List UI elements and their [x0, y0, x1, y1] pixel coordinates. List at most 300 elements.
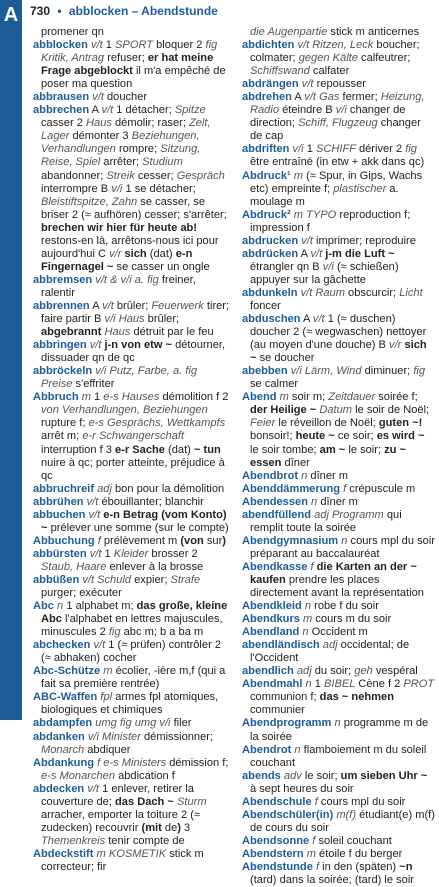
entry-text: adj: [319, 639, 341, 652]
entry-text: 1 détacher;: [116, 104, 175, 117]
entry-headword: abendfüllend: [242, 508, 312, 521]
entry-text: m TYPO: [290, 208, 340, 221]
entry-text: v/t: [101, 104, 117, 117]
entry-text: Staub, Haare: [41, 560, 110, 573]
dictionary-entry: [242, 78, 436, 91]
entry-text: m: [100, 665, 116, 678]
entry-text: le soir de Noël;: [355, 404, 430, 417]
entry-text: SCHIFF: [316, 143, 359, 156]
entry-text: v/t: [298, 78, 317, 91]
dictionary-entry: [242, 91, 436, 143]
entry-text: robe f du soir: [314, 600, 379, 613]
entry-text: détruit par le feu: [133, 326, 214, 339]
entry-text: m: [299, 613, 316, 626]
dictionary-entry: [242, 496, 436, 509]
entry-headword: abbürsten: [33, 547, 87, 560]
entry-text: bon pour la démolition: [115, 482, 225, 495]
entry-text: démissionner;: [143, 730, 214, 743]
entry-headword: abbuchen: [33, 508, 86, 521]
entry-text: ~n: [399, 861, 413, 873]
entry-text: Streik: [106, 169, 138, 182]
entry-text: changer de direction;: [250, 104, 406, 130]
entry-text: repousser: [316, 78, 366, 91]
entry-text: à sept heures du soir: [250, 782, 354, 795]
entry-text: abdiquer: [87, 743, 131, 756]
dictionary-entry: [242, 26, 436, 39]
entry-text: v/t: [310, 247, 326, 260]
entry-text: guten ~!: [378, 417, 423, 430]
entry-text: communier: [250, 704, 305, 717]
entry-text: fig: [108, 626, 124, 639]
entry-text: 1 (≈ prüfen) contrôler 2 (≈ abhaken) cocher: [41, 639, 222, 665]
entry-headword: Abdeckstift: [33, 847, 94, 860]
entry-text: 1: [94, 391, 104, 404]
entry-text: v/t: [86, 339, 105, 352]
entry-headword: Abendstunde: [242, 861, 313, 873]
entry-text: zu ~ essen: [250, 443, 407, 469]
entry-text: démonter 3: [72, 130, 132, 143]
entry-headword: Abendkleid: [242, 600, 302, 613]
entry-text: nuire à qc; porter atteinte, préjudice à qc: [41, 456, 225, 482]
dictionary-entry: [242, 717, 436, 743]
entry-headword: abdrängen: [242, 78, 299, 91]
entry-text: v/i: [289, 143, 307, 156]
dictionary-entry: [33, 731, 230, 757]
entry-text: filer: [173, 717, 192, 730]
dictionary-entry: [242, 796, 436, 809]
entry-text: abc m; b a ba m: [123, 626, 204, 639]
entry-headword: abebben: [242, 365, 288, 378]
dictionary-entry: [242, 665, 436, 678]
entry-text: soir m;: [291, 391, 329, 404]
entry-headword: Abendschüler(in): [242, 808, 334, 821]
entry-headword: abends: [242, 769, 281, 782]
dictionary-entry: [242, 809, 436, 835]
entry-headword: Abendrot: [242, 743, 292, 756]
entry-text: f e-s Ministers: [94, 756, 170, 769]
dictionary-entry: [33, 783, 230, 848]
dictionary-entry: [33, 39, 230, 91]
entry-text: éteindre B: [282, 104, 336, 117]
entry-text: v/r: [109, 247, 125, 260]
entry-text: Feier: [250, 417, 279, 430]
entry-text: A: [298, 247, 311, 260]
dictionary-entry: [242, 561, 436, 600]
entry-headword: Abendschule: [242, 795, 312, 808]
section-letter: A: [3, 4, 19, 26]
entry-text: arrêt m;: [41, 430, 83, 443]
entry-text: adj: [293, 665, 315, 678]
entry-text: v/i: [322, 260, 337, 273]
entry-text: 3: [180, 821, 191, 834]
entry-text: v/i: [111, 182, 126, 195]
entry-text: se casser un ongle: [113, 260, 210, 273]
entry-text: n: [299, 626, 312, 639]
entry-headword: Abendgymnasium: [242, 534, 339, 547]
dictionary-entry: [242, 170, 436, 209]
entry-headword: abdriften: [242, 143, 290, 156]
dictionary-entry: [33, 691, 230, 717]
entry-text: m KOSMETIK: [93, 847, 170, 860]
entry-text: adj Programm: [311, 508, 387, 521]
entry-headword: Abbuchung: [33, 534, 95, 547]
entry-text: 1 enlever, retirer la couverture de;: [41, 782, 194, 808]
entry-text: 1: [104, 547, 114, 560]
right-column: [242, 26, 436, 887]
entry-text: um sieben Uhr ~: [340, 769, 428, 782]
entry-text: prendre les places directement avant la représentation: [250, 573, 424, 600]
entry-text: obscurcir;: [348, 286, 400, 299]
entry-text: rompre;: [118, 143, 161, 156]
entry-text: A: [89, 299, 103, 312]
entry-text: l'alphabet en lettres majuscules, minuscules 2: [41, 613, 223, 639]
entry-headword: abchecken: [33, 639, 91, 652]
entry-headword: abdecken: [33, 782, 85, 795]
entry-text: flamboiement m du soleil couchant: [250, 743, 427, 769]
entry-text: casser 2: [41, 117, 87, 130]
entry-text: das große, kleine Abc: [41, 600, 228, 626]
entry-text: sich ~: [250, 339, 427, 365]
entry-headword: Abendstern: [242, 847, 304, 860]
entry-text: 1: [306, 143, 316, 156]
entry-text: von Verhandlungen, Beziehungen: [41, 404, 208, 417]
entry-text: soleil couchant: [318, 834, 392, 847]
entry-headword: Abendessen: [242, 495, 308, 508]
entry-headword: ABC-Waffen: [33, 691, 98, 704]
header-entry-range: abblocken – Abendstunde: [68, 4, 218, 18]
dictionary-entry: [33, 639, 230, 665]
entry-headword: abdampfen: [33, 717, 93, 730]
entry-text: v/t Gas: [304, 91, 343, 104]
entry-headword: Abc-Schütze: [33, 665, 101, 678]
entry-headword: abdrehen: [242, 91, 292, 104]
entry-text: n: [301, 600, 315, 613]
entry-text: Sitzung, Reise, Spiel: [41, 143, 201, 169]
entry-text: être entraîné (in etw + akk dans qc): [250, 156, 425, 169]
entry-headword: abbruchreif: [33, 482, 95, 495]
entry-text: v/t: [102, 299, 117, 312]
entry-text: qui remplit toute la soirée: [250, 508, 402, 534]
entry-text: v/t: [90, 639, 109, 652]
entry-text: j-m die Luft ~: [325, 247, 395, 260]
entry-text: freiner, ralentir: [41, 273, 196, 299]
left-column: [33, 26, 230, 874]
entry-text: stick m correcteur; fir: [41, 847, 204, 873]
entry-text: e-s Gesprächs, Wettkampfs: [88, 417, 226, 430]
entry-text: interruption f 3: [41, 443, 115, 456]
entry-text: adv: [280, 769, 305, 782]
entry-text: f: [307, 560, 317, 573]
entry-text: fig Kritik, Antrag: [41, 39, 218, 65]
entry-text: Occident m: [311, 626, 368, 639]
entry-text: v/t Raum: [297, 286, 349, 299]
entry-text: démission f;: [169, 756, 229, 769]
entry-text: s'effriter: [75, 378, 115, 391]
entry-text: m(f): [333, 808, 360, 821]
entry-text: e-n Fingernagel ~: [41, 247, 193, 273]
entry-text: étoile f du berger: [319, 847, 403, 860]
entry-text: f: [309, 834, 319, 847]
entry-text: m: [303, 847, 320, 860]
entry-text: m: [78, 391, 95, 404]
dictionary-entry: [242, 509, 436, 535]
entry-text: restons-en là, arrêtons-nous ici pour aujourd'hui C: [41, 234, 219, 260]
entry-text: abgebrannt: [41, 326, 102, 339]
entry-text: cours mpl du soir préparant au baccalauréat: [250, 534, 435, 560]
entry-text: stick m anticernes: [330, 26, 420, 38]
entry-text: boucher; colmater;: [250, 39, 420, 65]
entry-text: Spitze: [174, 104, 206, 117]
entry-text: adj: [94, 482, 115, 495]
entry-text: calfeutrer;: [361, 52, 411, 65]
entry-headword: Abendsonne: [242, 834, 310, 847]
entry-text: Monarch: [41, 743, 88, 756]
entry-text: calfater: [312, 65, 350, 78]
dictionary-entry: [33, 848, 230, 874]
dictionary-entry: [242, 600, 436, 613]
entry-text: das ~ nehmen: [319, 691, 394, 704]
dictionary-entry: [242, 483, 436, 496]
entry-text: umg fig umg v/i: [92, 717, 174, 730]
entry-text: Beziehungen, Verhandlungen: [41, 130, 200, 156]
entry-text: v/t: [312, 313, 328, 326]
entry-text: plastischer: [333, 182, 390, 195]
entry-text: v/i: [335, 104, 350, 117]
entry-headword: abbrühen: [33, 495, 84, 508]
entry-text: Zelt, Lager: [41, 117, 211, 143]
dictionary-entry: [242, 861, 436, 887]
dictionary-entry: [33, 509, 230, 535]
dictionary-entry: [242, 770, 436, 796]
dictionary-entry: [33, 574, 230, 600]
entry-headword: abdanken: [33, 730, 85, 743]
entry-text: v/r: [389, 339, 405, 352]
dictionary-entry: [242, 678, 436, 717]
entry-text: die Augenpartie: [250, 26, 331, 38]
entry-text: Schiffswand: [250, 65, 313, 78]
dictionary-entry: [33, 483, 230, 496]
entry-text: le soir;: [345, 443, 385, 456]
entry-text: e-n Betrag (vom Konto) ~: [41, 508, 227, 534]
entry-text: A: [89, 104, 102, 117]
entry-text: geh: [354, 665, 376, 678]
entry-text: expier;: [134, 573, 171, 586]
entry-text: (von: [180, 534, 204, 547]
entry-text: v/t: [298, 234, 316, 247]
entry-text: démolir; raser;: [115, 117, 189, 130]
entry-text: v/t: [84, 782, 103, 795]
entry-text: abandonner;: [41, 169, 107, 182]
entry-text: tenir compte de: [108, 834, 185, 847]
entry-text: dîner m: [320, 495, 358, 508]
entry-headword: abbröckeln: [33, 365, 93, 378]
entry-text: sur: [203, 534, 223, 547]
entry-text: n: [338, 534, 351, 547]
entry-text: communion f;: [250, 691, 320, 704]
entry-text: am ~: [319, 443, 346, 456]
dictionary-entry: [242, 744, 436, 770]
dictionary-entry: [242, 470, 436, 483]
dictionary-entry: [33, 274, 230, 300]
dictionary-entry: [242, 287, 436, 313]
entry-text: Haus: [101, 326, 134, 339]
entry-text: brosser 2: [151, 547, 198, 560]
dictionary-entry: [242, 639, 436, 665]
entry-text: in den (späten): [322, 861, 400, 873]
entry-headword: abdunkeln: [242, 286, 298, 299]
entry-text: f: [340, 482, 350, 495]
entry-headword: Abdruck²: [242, 208, 291, 221]
entry-text: (dat): [164, 443, 194, 456]
entry-text: Studium: [142, 156, 183, 169]
entry-text: arrêter;: [103, 156, 143, 169]
entry-text: tirer; faire partir B: [41, 299, 230, 326]
entry-text: (≈ schießen) appuyer sur la gâchette: [250, 260, 399, 286]
entry-headword: abbremsen: [33, 273, 93, 286]
entry-text: gegen Kälte: [298, 52, 362, 65]
entry-text: fermer;: [342, 91, 381, 104]
entry-headword: abbringen: [33, 339, 87, 352]
entry-text: A: [291, 91, 305, 104]
entry-text: Strafe: [170, 573, 201, 586]
entry-text: abdication f: [118, 769, 175, 782]
entry-headword: abdrücken: [242, 247, 299, 260]
entry-text: Cène f 2: [358, 678, 404, 691]
entry-text: Kleider: [113, 547, 152, 560]
entry-text: (mit: [141, 821, 162, 834]
dictionary-entry: [242, 835, 436, 848]
entry-text: v/t: [85, 508, 104, 521]
entry-text: j-n von etw ~: [104, 339, 173, 352]
entry-text: f: [312, 861, 323, 873]
entry-text: Feuerwerk: [151, 299, 207, 312]
entry-text: ~ tun: [193, 443, 221, 456]
entry-headword: Abendmahl: [242, 678, 303, 691]
entry-text: er hat meine Frage abgeblockt: [41, 52, 214, 78]
dictionary-entry: [33, 600, 230, 639]
entry-text: es wird ~: [376, 430, 425, 443]
entry-text: n: [291, 743, 304, 756]
entry-text: n: [298, 469, 311, 482]
entry-text: die Karten an der ~ kaufen: [250, 560, 417, 586]
entry-text: bonsoir!;: [250, 430, 296, 443]
entry-text: vespéral: [375, 665, 418, 678]
entry-headword: Abc: [33, 600, 54, 613]
entry-text: PROT: [403, 678, 435, 691]
dictionary-entry: [242, 313, 436, 365]
entry-headword: Abendland: [242, 626, 300, 639]
entry-headword: abduschen: [242, 313, 301, 326]
dictionary-entry: [33, 91, 230, 104]
entry-text: reproduction f; impression f: [250, 208, 411, 234]
entry-text: le soir;: [304, 769, 341, 782]
entry-headword: abdrucken: [242, 234, 299, 247]
entry-text: v/t: [89, 91, 107, 104]
entry-text: changer de cap: [250, 117, 421, 143]
dictionary-entry: [33, 365, 230, 391]
entry-headword: abdichten: [242, 39, 295, 52]
dictionary-entry: [242, 613, 436, 626]
entry-text: e-s Monarchen: [41, 769, 119, 782]
entry-text: n: [331, 717, 344, 730]
entry-text: doucher: [107, 91, 148, 104]
dictionary-entry: [33, 339, 230, 365]
entry-headword: abbrechen: [33, 104, 90, 117]
entry-text: diminuer;: [364, 365, 414, 378]
entry-text: v/t: [86, 547, 105, 560]
entry-text: Schiff, Flugzeug: [298, 117, 381, 130]
dictionary-entry: [33, 300, 230, 339]
entry-text: écolier, -ière m,f (qui a fait sa première rentrée): [41, 665, 226, 691]
dictionary-entry: [242, 365, 436, 391]
entry-text: bloquer 2: [156, 39, 206, 52]
entry-text: de: [161, 821, 178, 834]
entry-text: heute ~: [295, 430, 335, 443]
entry-text: Themenkreis: [41, 834, 109, 847]
entry-text: f: [311, 795, 321, 808]
entry-text: Bleistiftspitze, Zahn: [41, 195, 141, 208]
entry-text: fpl: [97, 691, 116, 704]
dictionary-entry: [33, 665, 230, 691]
entry-text: BIBEL: [324, 678, 359, 691]
dictionary-entry: [33, 548, 230, 574]
dictionary-entry: [242, 143, 436, 169]
entry-text: cours m du soir: [315, 613, 392, 626]
entry-text: du soir;: [314, 665, 355, 678]
page-number: 730: [30, 4, 51, 18]
dictionary-entry: [33, 757, 230, 783]
entry-headword: Abendbrot: [242, 469, 299, 482]
entry-text: e-s Hauses: [103, 391, 163, 404]
entry-text: armes fpl atomiques, biologiques et chimiques: [41, 691, 219, 717]
entry-text: ébouillanter; blanchir: [101, 495, 204, 508]
entry-text: v/t: [83, 495, 102, 508]
entry-text: ): [222, 534, 226, 547]
entry-text: a. moulage m: [250, 182, 399, 208]
entry-text: imprimer; reproduire: [316, 234, 416, 247]
entry-text: brûler;: [147, 313, 180, 326]
entry-text: le réveillon de Noël;: [278, 417, 379, 430]
entry-text: dîner m: [310, 469, 349, 482]
entry-headword: abendländisch: [242, 639, 320, 652]
entry-text: f: [94, 534, 104, 547]
entry-headword: Abendprogramm: [242, 717, 332, 730]
entry-text: Heizung, Radio: [250, 91, 425, 117]
entry-text: prélèvement m: [103, 534, 181, 547]
entry-headword: abblocken: [33, 39, 88, 52]
entry-text: sich: [124, 247, 147, 260]
entry-text: soirée f;: [378, 391, 418, 404]
entry-text: Gespräch: [176, 169, 225, 182]
entry-text: cesser;: [137, 169, 177, 182]
dictionary-entry: [242, 248, 436, 287]
dictionary-entry: [242, 235, 436, 248]
dictionary-entry: [33, 496, 230, 509]
entry-text: se casser, se briser 2 (≈ aufhören) cesser; s'arrêter;: [41, 195, 227, 221]
entry-text: (≈ Spur, in Gips, Wachs etc) empreinte f;: [250, 169, 423, 195]
entry-text: occidental; de l'Occident: [250, 639, 410, 665]
entry-text: m: [290, 169, 307, 182]
entry-text: fig: [413, 365, 426, 378]
entry-text: ): [177, 821, 181, 834]
entry-text: Zeitdauer: [328, 391, 379, 404]
section-tab: [0, 0, 22, 720]
entry-text: Sturm: [173, 795, 207, 808]
dictionary-entry: [242, 626, 436, 639]
entry-text: n: [53, 600, 67, 613]
entry-text: (tard) dans la soirée; (tard) le soir: [250, 874, 415, 887]
entry-text: Datum: [316, 404, 356, 417]
